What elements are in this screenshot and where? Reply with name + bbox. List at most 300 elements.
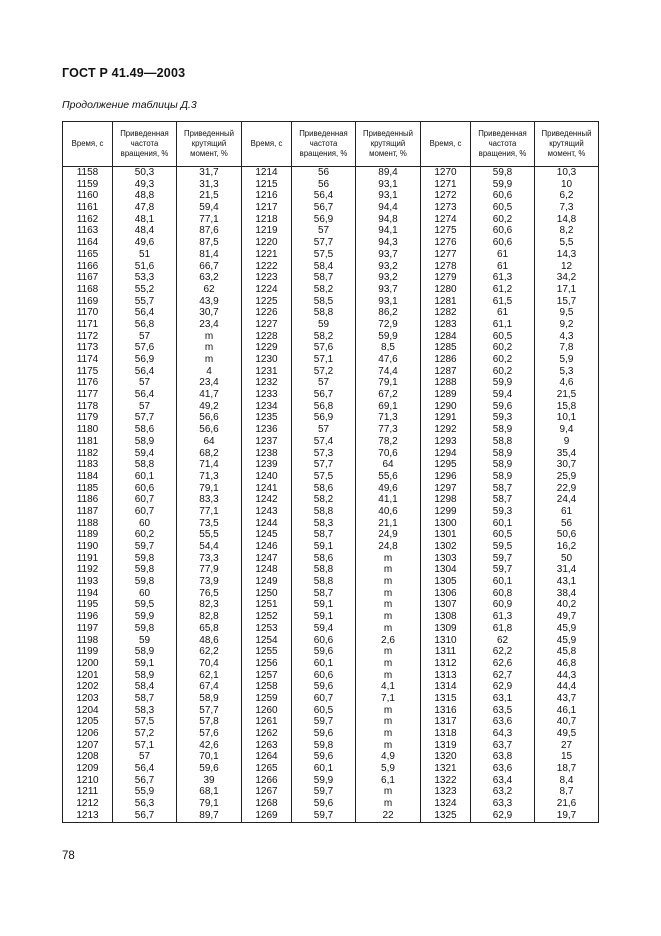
table-cell: 1245 [242, 529, 292, 541]
table-cell: 1307 [421, 599, 471, 611]
table-row [63, 564, 599, 576]
table-cell: 1184 [63, 471, 113, 483]
table-row [63, 261, 599, 273]
table-cell: 59,4 [471, 389, 535, 401]
table-row [63, 693, 599, 705]
table-cell: 57,1 [113, 740, 177, 752]
table-cell: 1258 [242, 681, 292, 693]
table-cell: 44,4 [535, 681, 599, 693]
table-cell: 77,1 [177, 506, 242, 518]
table-cell: 31,4 [535, 564, 599, 576]
table-cell: m [356, 611, 421, 623]
table-cell: 47,6 [356, 354, 421, 366]
table-row [63, 798, 599, 810]
table-cell: 59,7 [471, 553, 535, 565]
table-cell: 1303 [421, 553, 471, 565]
table-cell: 63,6 [471, 763, 535, 775]
table-cell: 1289 [421, 389, 471, 401]
table-row [63, 810, 599, 822]
table-cell: 57,2 [113, 728, 177, 740]
table-cell: 10 [535, 179, 599, 191]
table-cell: 51 [113, 249, 177, 261]
table-cell: 61,5 [471, 296, 535, 308]
table-cell: 1298 [421, 494, 471, 506]
table-row [63, 214, 599, 226]
table-body [63, 167, 599, 823]
table-cell: 1197 [63, 623, 113, 635]
table-cell: 15,7 [535, 296, 599, 308]
table-cell: 60,5 [471, 529, 535, 541]
table-cell: 1233 [242, 389, 292, 401]
table-row [63, 553, 599, 565]
table-cell: 1198 [63, 635, 113, 647]
table-cell: 1200 [63, 658, 113, 670]
table-cell: 77,3 [356, 424, 421, 436]
table-row [63, 763, 599, 775]
table-cell: 1272 [421, 190, 471, 202]
table-cell: 1296 [421, 471, 471, 483]
table-cell: 58,7 [471, 483, 535, 495]
table-row [63, 599, 599, 611]
table-cell: m [177, 354, 242, 366]
table-cell: 71,3 [177, 471, 242, 483]
table-cell: 70,4 [177, 658, 242, 670]
table-cell: 63,3 [471, 798, 535, 810]
table-cell: 1256 [242, 658, 292, 670]
table-cell: 41,7 [177, 389, 242, 401]
table-cell: 1310 [421, 635, 471, 647]
table-cell: 24,9 [356, 529, 421, 541]
table-cell: 9 [535, 436, 599, 448]
table-cell: 56,3 [113, 798, 177, 810]
table-cell: 58,2 [292, 494, 356, 506]
table-cell: 58,3 [292, 518, 356, 530]
table-cell: 59,7 [292, 810, 356, 822]
table-cell: 77,1 [177, 214, 242, 226]
table-cell: 8,7 [535, 786, 599, 798]
table-cell: 21,1 [356, 518, 421, 530]
table-cell: 59,6 [292, 681, 356, 693]
table-row [63, 225, 599, 237]
table-row [63, 167, 599, 179]
table-cell: 1193 [63, 576, 113, 588]
table-cell: 1237 [242, 436, 292, 448]
table-cell: 93,1 [356, 190, 421, 202]
table-cell: 12 [535, 261, 599, 273]
table-cell: 1313 [421, 670, 471, 682]
table-header-row [63, 122, 599, 167]
table-cell: 57 [292, 377, 356, 389]
table-cell: 60,6 [292, 635, 356, 647]
table-row [63, 237, 599, 249]
table-cell: 1158 [63, 167, 113, 179]
table-cell: 1162 [63, 214, 113, 226]
table-row [63, 471, 599, 483]
table-cell: 1268 [242, 798, 292, 810]
table-cell: 1322 [421, 775, 471, 787]
table-cell: 59,5 [471, 541, 535, 553]
table-row [63, 249, 599, 261]
table-cell: 57 [292, 225, 356, 237]
table-cell: 44,3 [535, 670, 599, 682]
table-cell: 58,8 [471, 436, 535, 448]
table-row [63, 646, 599, 658]
table-cell: 59,6 [292, 646, 356, 658]
table-cell: 83,3 [177, 494, 242, 506]
table-cell: 4,6 [535, 377, 599, 389]
table-row [63, 670, 599, 682]
table-cell: 1319 [421, 740, 471, 752]
table-cell: 1222 [242, 261, 292, 273]
table-row [63, 635, 599, 647]
table-cell: 1220 [242, 237, 292, 249]
table-cell: 62,2 [471, 646, 535, 658]
table-cell: 1318 [421, 728, 471, 740]
table-cell: 1241 [242, 483, 292, 495]
table-cell: 57,4 [292, 436, 356, 448]
table-cell: 58,7 [113, 693, 177, 705]
table-cell: 1285 [421, 342, 471, 354]
table-cell: 1247 [242, 553, 292, 565]
table-cell: 1192 [63, 564, 113, 576]
table-cell: 56,4 [113, 763, 177, 775]
table-cell: 57,7 [177, 705, 242, 717]
table-cell: 1253 [242, 623, 292, 635]
table-cell: 57 [113, 331, 177, 343]
table-cell: 59,9 [356, 331, 421, 343]
table-cell: 1305 [421, 576, 471, 588]
table-cell: 14,8 [535, 214, 599, 226]
table-cell: 40,6 [356, 506, 421, 518]
table-cell: 69,1 [356, 401, 421, 413]
table-cell: 82,3 [177, 599, 242, 611]
table-cell: 1221 [242, 249, 292, 261]
table-cell: 94,8 [356, 214, 421, 226]
table-cell: 59,4 [292, 623, 356, 635]
table-cell: 24,4 [535, 494, 599, 506]
table-cell: 82,8 [177, 611, 242, 623]
table-cell: 79,1 [177, 798, 242, 810]
table-row [63, 366, 599, 378]
table-cell: 58,9 [471, 459, 535, 471]
table-cell: m [177, 331, 242, 343]
table-cell: 6,1 [356, 775, 421, 787]
table-cell: 59 [292, 319, 356, 331]
table-cell: 1213 [63, 810, 113, 822]
table-cell: 59,8 [292, 740, 356, 752]
table-cell: 22 [356, 810, 421, 822]
table-cell: m [356, 599, 421, 611]
table-cell: 58,9 [113, 436, 177, 448]
page-number: 78 [62, 850, 75, 862]
table-row [63, 658, 599, 670]
table-cell: 70,6 [356, 448, 421, 460]
table-cell: 60,1 [113, 471, 177, 483]
table-cell: 1208 [63, 751, 113, 763]
table-cell: 56,8 [292, 401, 356, 413]
table-cell: 1262 [242, 728, 292, 740]
table-cell: 1160 [63, 190, 113, 202]
table-cell: 64 [356, 459, 421, 471]
table-cell: 56,6 [177, 424, 242, 436]
table-cell: 1304 [421, 564, 471, 576]
table-row [63, 284, 599, 296]
table-row [63, 576, 599, 588]
table-cell: 5,3 [535, 366, 599, 378]
table-cell: 78,2 [356, 436, 421, 448]
table-cell: 59,3 [471, 506, 535, 518]
table-cell: 77,9 [177, 564, 242, 576]
table-cell: 1206 [63, 728, 113, 740]
table-cell: 60,1 [292, 658, 356, 670]
table-cell: 56,6 [177, 412, 242, 424]
table-cell: 1187 [63, 506, 113, 518]
table-cell: 59,6 [292, 751, 356, 763]
table-cell: 67,4 [177, 681, 242, 693]
table-cell: 1178 [63, 401, 113, 413]
table-cell: 62,7 [471, 670, 535, 682]
table-cell: 62,9 [471, 810, 535, 822]
table-cell: 59,9 [292, 775, 356, 787]
table-cell: 1276 [421, 237, 471, 249]
header-speed: Приведенная частота вращения, % [113, 122, 177, 167]
table-cell: 1301 [421, 529, 471, 541]
table-cell: 59,9 [113, 611, 177, 623]
table-cell: 23,4 [177, 377, 242, 389]
table-cell: 1265 [242, 763, 292, 775]
table-row [63, 202, 599, 214]
table-cell: 79,1 [356, 377, 421, 389]
table-cell: 79,1 [177, 483, 242, 495]
table-cell: 1284 [421, 331, 471, 343]
table-cell: 53,3 [113, 272, 177, 284]
table-cell: 46,8 [535, 658, 599, 670]
table-cell: 1273 [421, 202, 471, 214]
table-cell: 1161 [63, 202, 113, 214]
table-cell: m [356, 786, 421, 798]
table-cell: 1251 [242, 599, 292, 611]
table-cell: 1186 [63, 494, 113, 506]
table-cell: 9,2 [535, 319, 599, 331]
table-cell: 1324 [421, 798, 471, 810]
table-cell: 59,7 [113, 541, 177, 553]
table-cell: 1172 [63, 331, 113, 343]
table-row [63, 494, 599, 506]
table-cell: 1232 [242, 377, 292, 389]
table-cell: 1194 [63, 588, 113, 600]
table-cell: 1254 [242, 635, 292, 647]
table-cell: 58,8 [292, 307, 356, 319]
table-cell: 21,5 [177, 190, 242, 202]
table-cell: 59,4 [113, 448, 177, 460]
table-cell: 1244 [242, 518, 292, 530]
table-cell: 1266 [242, 775, 292, 787]
table-cell: 21,5 [535, 389, 599, 401]
table-cell: 59,1 [113, 658, 177, 670]
table-cell: 1243 [242, 506, 292, 518]
table-row [63, 179, 599, 191]
table-cell: 1302 [421, 541, 471, 553]
table-row [63, 588, 599, 600]
table-cell: 71,4 [177, 459, 242, 471]
table-cell: 49,5 [535, 728, 599, 740]
table-cell: 58,9 [471, 448, 535, 460]
table-cell: 59,6 [177, 763, 242, 775]
table-caption: Продолжение таблицы Д.3 [62, 99, 197, 111]
table-cell: 15,8 [535, 401, 599, 413]
table-cell: 62 [471, 635, 535, 647]
table-cell: 87,5 [177, 237, 242, 249]
table-cell: 58,9 [177, 693, 242, 705]
table-cell: 56,9 [292, 214, 356, 226]
table-cell: 1309 [421, 623, 471, 635]
header-torque: Приведенный крутящий момент, % [535, 122, 599, 167]
table-cell: 50 [535, 553, 599, 565]
table-cell: 59,7 [292, 716, 356, 728]
table-cell: 49,2 [177, 401, 242, 413]
table-cell: 9,4 [535, 424, 599, 436]
table-cell: 60,5 [471, 331, 535, 343]
table-cell: m [356, 646, 421, 658]
table-row [63, 448, 599, 460]
table-cell: 1171 [63, 319, 113, 331]
table-cell: 71,3 [356, 412, 421, 424]
table-row [63, 459, 599, 471]
table-cell: 1195 [63, 599, 113, 611]
table-cell: 57,7 [113, 412, 177, 424]
table-cell: 1293 [421, 436, 471, 448]
table-cell: 58,2 [292, 284, 356, 296]
table-cell: 59,6 [292, 728, 356, 740]
table-cell: 60,2 [471, 354, 535, 366]
table-cell: 60,6 [292, 670, 356, 682]
table-cell: 1168 [63, 284, 113, 296]
table-cell: 55,5 [177, 529, 242, 541]
table-cell: 14,3 [535, 249, 599, 261]
table-cell: m [356, 716, 421, 728]
table-cell: 56,8 [113, 319, 177, 331]
table-cell: 67,2 [356, 389, 421, 401]
header-torque: Приведенный крутящий момент, % [177, 122, 242, 167]
table-cell: 56,7 [292, 202, 356, 214]
table-cell: 1183 [63, 459, 113, 471]
table-cell: 1263 [242, 740, 292, 752]
table-cell: 1230 [242, 354, 292, 366]
table-row [63, 728, 599, 740]
table-cell: 21,6 [535, 798, 599, 810]
table-row [63, 424, 599, 436]
table-cell: 1225 [242, 296, 292, 308]
table-cell: 61 [535, 506, 599, 518]
table-cell: 1287 [421, 366, 471, 378]
table-cell: 1311 [421, 646, 471, 658]
table-cell: 60,1 [292, 763, 356, 775]
table-cell: 48,4 [113, 225, 177, 237]
table-cell: 1217 [242, 202, 292, 214]
table-cell: 1204 [63, 705, 113, 717]
table-cell: 1259 [242, 693, 292, 705]
table-cell: 39 [177, 775, 242, 787]
table-cell: m [356, 658, 421, 670]
table-cell: 1288 [421, 377, 471, 389]
table-cell: 64,3 [471, 728, 535, 740]
table-cell: 58,2 [292, 331, 356, 343]
table-cell: 1280 [421, 284, 471, 296]
table-cell: 1270 [421, 167, 471, 179]
table-cell: 1216 [242, 190, 292, 202]
table-cell: 1286 [421, 354, 471, 366]
table-cell: 60,6 [471, 225, 535, 237]
table-cell: 86,2 [356, 307, 421, 319]
table-cell: 58,6 [113, 424, 177, 436]
table-cell: m [356, 576, 421, 588]
table-cell: 60,2 [471, 342, 535, 354]
table-cell: 46,1 [535, 705, 599, 717]
table-cell: 58,8 [113, 459, 177, 471]
table-cell: 1260 [242, 705, 292, 717]
table-row [63, 705, 599, 717]
table-cell: 1269 [242, 810, 292, 822]
table-cell: 49,6 [356, 483, 421, 495]
table-cell: 30,7 [177, 307, 242, 319]
table-cell: 68,2 [177, 448, 242, 460]
table-cell: 1277 [421, 249, 471, 261]
table-cell: 1201 [63, 670, 113, 682]
table-cell: 59,1 [292, 599, 356, 611]
table-cell: 1295 [421, 459, 471, 471]
table-cell: 56,4 [292, 190, 356, 202]
table-cell: 1164 [63, 237, 113, 249]
table-cell: 74,4 [356, 366, 421, 378]
table-row [63, 529, 599, 541]
table-cell: 1185 [63, 483, 113, 495]
table-cell: 1170 [63, 307, 113, 319]
table-cell: 1218 [242, 214, 292, 226]
table-cell: 19,7 [535, 810, 599, 822]
table-cell: 61,3 [471, 272, 535, 284]
table-cell: 49,7 [535, 611, 599, 623]
table-cell: 57,8 [177, 716, 242, 728]
table-cell: 38,4 [535, 588, 599, 600]
table-cell: 58,7 [292, 588, 356, 600]
table-cell: 5,5 [535, 237, 599, 249]
table-cell: 76,5 [177, 588, 242, 600]
table-cell: 59,6 [292, 798, 356, 810]
table-cell: 57,6 [292, 342, 356, 354]
table-cell: 1308 [421, 611, 471, 623]
table-cell: 57 [292, 424, 356, 436]
table-cell: 1261 [242, 716, 292, 728]
table-row [63, 296, 599, 308]
table-cell: 5,9 [535, 354, 599, 366]
table-cell: 45,8 [535, 646, 599, 658]
table-row [63, 190, 599, 202]
table-cell: 89,7 [177, 810, 242, 822]
table-cell: 59,1 [292, 611, 356, 623]
table-cell: 1292 [421, 424, 471, 436]
header-time: Время, с [421, 122, 471, 167]
table-row [63, 319, 599, 331]
document-header: ГОСТ Р 41.49—2003 [62, 66, 186, 80]
table-cell: 1299 [421, 506, 471, 518]
table-cell: 1291 [421, 412, 471, 424]
table-cell: 10,1 [535, 412, 599, 424]
table-cell: 63,2 [177, 272, 242, 284]
table-cell: 43,9 [177, 296, 242, 308]
table-cell: 59,1 [292, 541, 356, 553]
table-cell: 61,2 [471, 284, 535, 296]
table-cell: m [356, 740, 421, 752]
